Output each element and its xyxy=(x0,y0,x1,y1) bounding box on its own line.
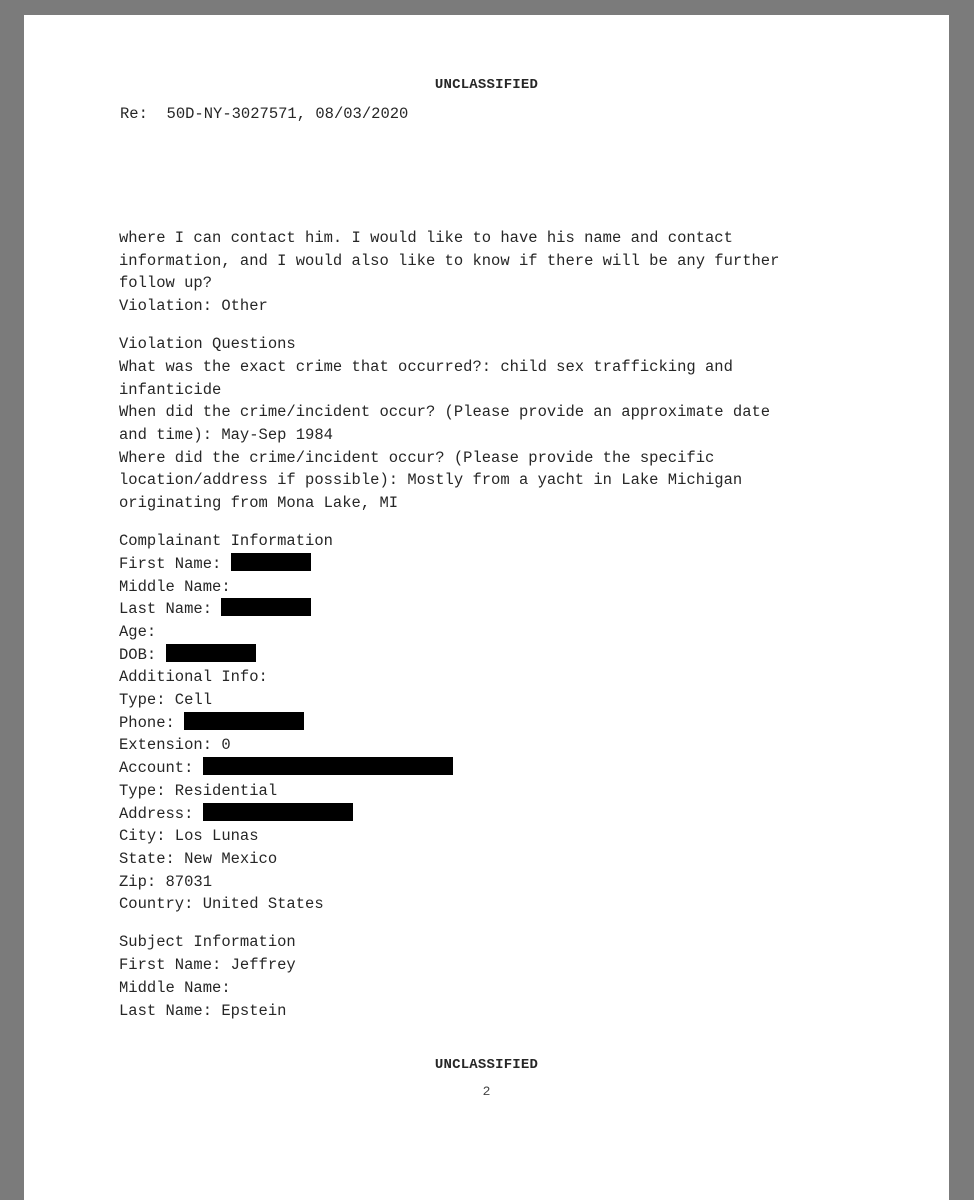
question-line: Where did the crime/incident occur? (Please provide the specific xyxy=(119,448,715,467)
complainant-address xyxy=(119,803,859,826)
redaction-bar xyxy=(231,553,311,571)
account-label: Account: xyxy=(119,759,194,778)
phone-label: Phone: xyxy=(119,713,175,732)
complainant-dob xyxy=(119,644,859,667)
question-line: location/address if possible): Mostly from a yacht in Lake Michigan xyxy=(119,471,743,490)
complainant-phone xyxy=(119,712,859,735)
redaction-bar xyxy=(166,644,256,662)
redaction-bar xyxy=(221,598,311,616)
narrative-line: follow up? xyxy=(119,274,213,293)
complainant-state: State: New Mexico xyxy=(119,849,278,868)
re-label: Re: xyxy=(120,105,148,123)
complainant-city: City: Los Lunas xyxy=(119,827,259,846)
subject-middle-name: Middle Name: xyxy=(119,978,231,997)
phone-type: Type: Cell xyxy=(119,691,213,710)
subject-heading: Subject Information xyxy=(119,933,296,952)
subject-first-name: First Name: Jeffrey xyxy=(119,956,296,975)
question-line: When did the crime/incident occur? (Please provide an approximate date xyxy=(119,403,771,422)
classification-footer: UNCLASSIFIED xyxy=(434,1057,539,1073)
reference-line xyxy=(120,105,408,123)
first-name-label: First Name: xyxy=(119,554,222,573)
violation-questions-section xyxy=(119,333,859,515)
subject-section xyxy=(119,931,859,1022)
re-value: 50D-NY-3027571, 08/03/2020 xyxy=(166,105,409,123)
section-gap xyxy=(119,916,859,932)
address-type: Type: Residential xyxy=(119,781,278,800)
complainant-zip: Zip: 87031 xyxy=(119,872,213,891)
narrative-section xyxy=(119,227,859,318)
violation-questions-heading: Violation Questions xyxy=(119,335,296,354)
complainant-first-name xyxy=(119,553,859,576)
question-line: What was the exact crime that occurred?: child sex trafficking and xyxy=(119,357,733,376)
question-line: originating from Mona Lake, MI xyxy=(119,494,399,513)
redaction-bar xyxy=(184,712,304,730)
dob-label: DOB: xyxy=(119,645,157,664)
redaction-bar xyxy=(203,803,353,821)
section-gap xyxy=(119,515,859,531)
question-line: and time): May-Sep 1984 xyxy=(119,426,333,444)
complainant-last-name xyxy=(119,598,859,621)
redaction-bar xyxy=(203,757,453,775)
classification-header: UNCLASSIFIED xyxy=(434,77,539,93)
document-page xyxy=(24,15,949,1200)
last-name-label: Last Name: xyxy=(119,600,213,619)
additional-info-label: Additional Info: xyxy=(119,668,268,687)
phone-extension: Extension: 0 xyxy=(119,736,231,755)
document-body xyxy=(119,227,859,1022)
subject-last-name: Last Name: Epstein xyxy=(119,1001,287,1020)
complainant-age: Age: xyxy=(119,623,157,641)
complainant-section xyxy=(119,530,859,916)
complainant-middle-name: Middle Name: xyxy=(119,577,231,596)
narrative-line: information, and I would also like to know if there will be any further xyxy=(119,251,780,270)
address-label: Address: xyxy=(119,804,194,823)
complainant-heading: Complainant Information xyxy=(119,532,333,551)
section-gap xyxy=(119,318,859,334)
narrative-line: where I can contact him. I would like to have his name and contact xyxy=(119,229,733,247)
complainant-country: Country: United States xyxy=(119,895,324,914)
violation-type: Violation: Other xyxy=(119,297,268,316)
complainant-account xyxy=(119,757,859,780)
page-number: 2 xyxy=(482,1084,491,1099)
question-line: infanticide xyxy=(119,380,222,399)
